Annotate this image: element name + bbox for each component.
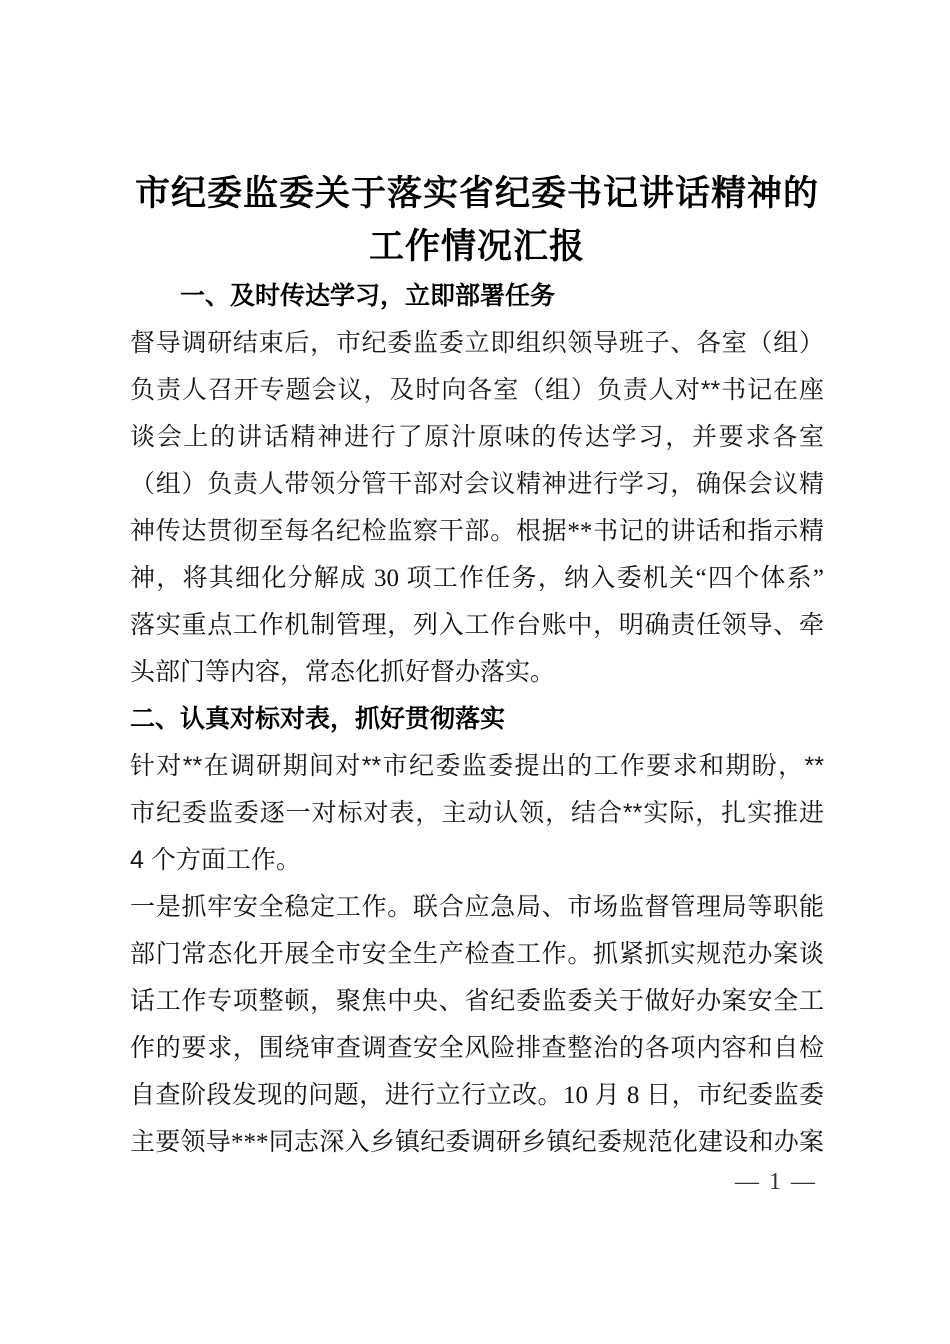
body-line: 一是抓牢安全稳定工作。联合应急局、市场监督管理局等职能 [130, 894, 824, 921]
body-line: 市纪委监委逐一对标对表，主动认领，结合**实际，扎实推进 [130, 799, 824, 827]
body-line: 作的要求，围绕审查调查安全风险排查整治的各项内容和自检 [130, 1035, 824, 1062]
body-line: 话工作专项整顿，聚焦中央、省纪委监委关于做好办案安全工 [130, 988, 824, 1015]
body-line: 针对**在调研期间对**市纪委监委提出的工作要求和期盼，** [130, 752, 824, 780]
body-line: 自查阶段发现的问题，进行立行立改。10 月 8 日，市纪委监委 [130, 1082, 824, 1109]
title-line-1: 市纪委监委关于落实省纪委书记讲话精神的 [134, 174, 819, 213]
body-line: 主要领导***同志深入乡镇纪委调研乡镇纪委规范化建设和办案 [130, 1129, 824, 1156]
body-line-sans-segment: 神传达贯彻至每名纪检监察干部。 [130, 517, 516, 545]
body-line: 督导调研结束后，市纪委监委立即组织领导班子、各室（组） [130, 329, 824, 357]
section-heading-2: 二、认真对标对表，抓好贯彻落实 [130, 705, 506, 733]
body-line: 神，将其细化分解成 30 项工作任务，纳入委机关“四个体系” [130, 565, 824, 592]
body-line: 落实重点工作机制管理，列入工作台账中，明确责任领导、牵 [130, 612, 824, 639]
document-content [130, 0, 824, 1166]
body-line: 头部门等内容，常态化抓好督办落实。 [130, 659, 556, 686]
page-number: — 1 — [735, 1169, 817, 1195]
body-line: 负责人召开专题会议，及时向各室（组）负责人对**书记在座 [130, 376, 824, 404]
body-line-mixed-font [130, 508, 824, 555]
document-title [130, 0, 824, 273]
body-line: （组）负责人带领分管干部对会议精神进行学习，确保会议精 [130, 470, 824, 498]
section-heading-1: 一、及时传达学习，立即部署任务 [180, 282, 556, 310]
body-line: 部门常态化开展全市安全生产检查工作。抓紧抓实规范办案谈 [130, 941, 824, 968]
body-line: 谈会上的讲话精神进行了原汁原味的传达学习，并要求各室 [130, 423, 824, 451]
body-line-serif-segment: 根据**书记的讲话和指示精 [515, 518, 824, 545]
title-line-2: 工作情况汇报 [368, 227, 585, 266]
body-line: 4 个方面工作。 [130, 846, 301, 874]
